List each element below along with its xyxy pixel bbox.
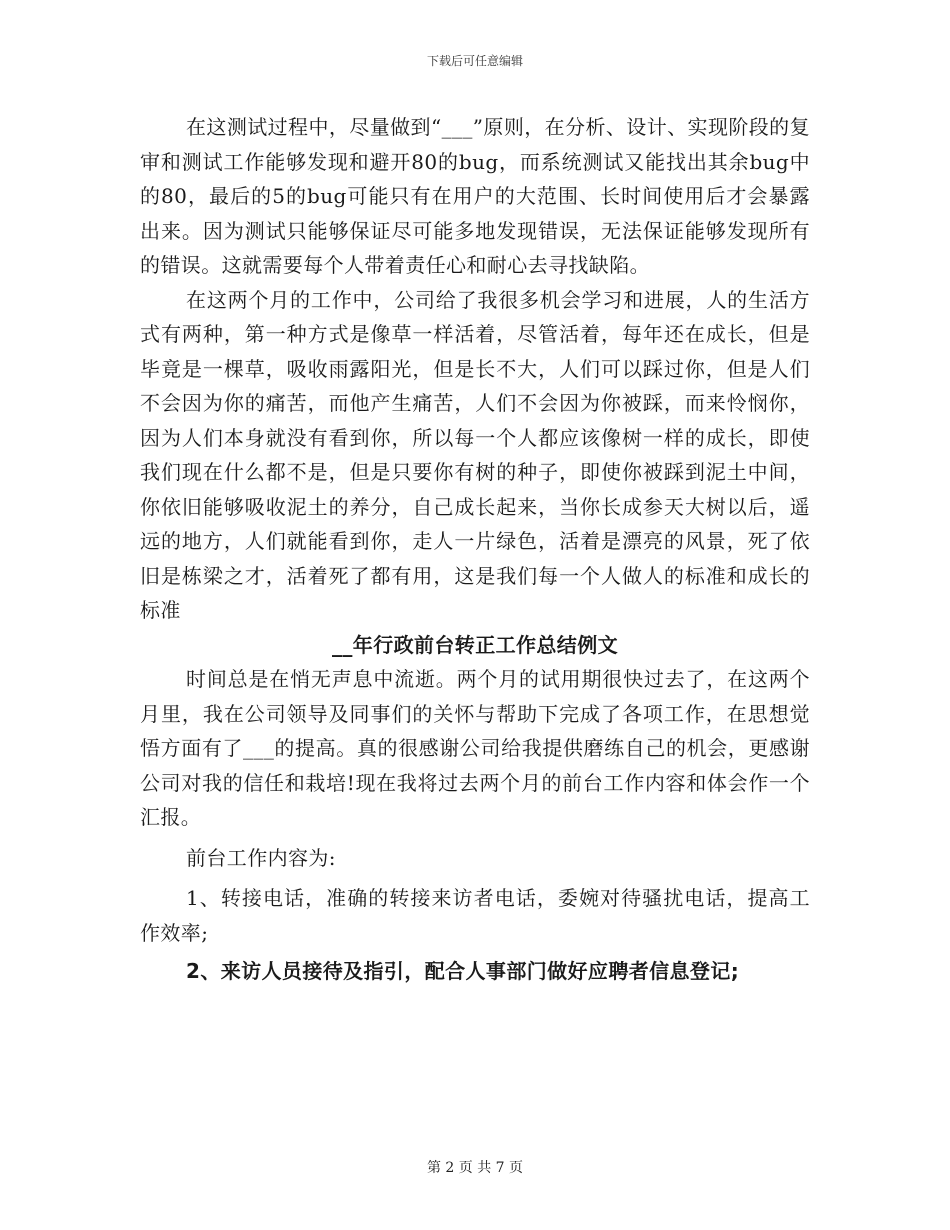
list-item-duty-2: 2、来访人员接待及指引，配合人事部门做好应聘者信息登记; [186,959,740,983]
paragraph-duties-intro: 前台工作内容为: [186,845,336,870]
page-footer: 第 2 页 共 7 页 [426,1160,524,1176]
document-body [140,110,810,989]
section-heading: __年行政前台转正工作总结例文 [332,632,618,657]
page-header: 下载后可任意编辑 [426,54,523,68]
paragraph-growth: 在这两个月的工作中，公司给了我很多机会学习和进展，人的生活方式有两种，第一种方式是像草一样活着，尽管活着，每年还在成长，但是毕竟是一棵草，吸收雨露阳光，但是长不大，人们可以踩过你，但是人们不会因为你的痛苦，而他产生痛苦，人们不会因为你被踩，而来怜悯你，因为人们本身就没有看到你，所以每一个人都应该像树一样的成长，即使我们现在什么都不是，但是只要你有树的种子，即使你被踩到泥土中间，你依旧能够吸收泥土的养分，自己成长起来，当你长成参天大树以后，遥远的地方，人们就能看到你，走人一片绿色，活着是漂亮的风景，死了依旧是栋梁之才，活着死了都有用，这是我们每一个人做人的标准和成长的标准 [140,287,810,622]
paragraph-testing: 在这测试过程中，尽量做到“___”原则，在分析、设计、实现阶段的复审和测试工作能够发现和避开80的bug，而系统测试又能找出其余bug中的80，最后的5的bug可能只有在用户的大范围、长时间使用后才会暴露出来。因为测试只能够保证尽可能多地发现错误，无法保证能够发现所有的错误。这就需要每个人带着责任心和耐心去寻找缺陷。 [140,115,810,277]
paragraph-summary: 时间总是在悄无声息中流逝。两个月的试用期很快过去了，在这两个月里，我在公司领导及同事们的关怀与帮助下完成了各项工作，在思想觉悟方面有了___的提高。真的很感谢公司给我提供磨练自己的机会，更感谢公司对我的信任和栽培!现在我将过去两个月的前台工作内容和体会作一个汇报。 [140,667,810,829]
list-item-duty-1: 1、转接电话，准确的转接来访者电话，委婉对待骚扰电话，提高工作效率; [140,886,810,945]
